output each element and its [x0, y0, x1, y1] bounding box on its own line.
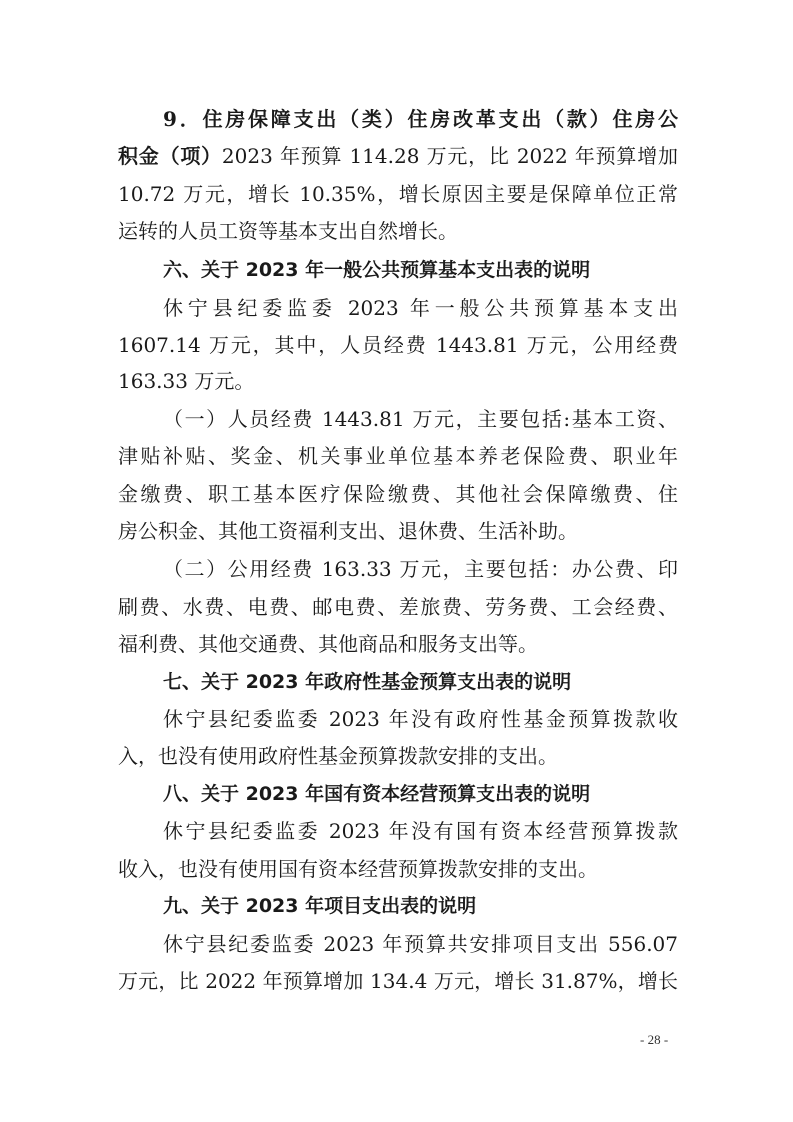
section-heading-8: 八、关于 2023 年国有资本经营预算支出表的说明: [163, 783, 591, 805]
section-heading-9: 九、关于 2023 年项目支出表的说明: [163, 895, 477, 917]
section-7-line-1: 休宁县纪委监委 2023 年没有政府性基金预算拨款收: [163, 707, 678, 731]
paragraph-9-line-1: [163, 106, 678, 132]
section-9-line-1: 休宁县纪委监委 2023 年预算共安排项目支出 556.07: [163, 932, 678, 956]
section-heading-7: 七、关于 2023 年政府性基金预算支出表的说明: [163, 671, 572, 693]
paragraph-9-line-3: 10.72 万元，增长 10.35%，增长原因主要是保障单位正常: [118, 182, 678, 206]
paragraph-9-title-end: 积金（项）: [118, 144, 222, 168]
personnel-expense-line-3: 金缴费、职工基本医疗保险缴费、其他社会保障缴费、住: [118, 482, 678, 506]
personnel-expense-line-2: 津贴补贴、奖金、机关事业单位基本养老保险费、职业年: [118, 444, 678, 468]
section-9-line-2: 万元，比 2022 年预算增加 134.4 万元，增长 31.87%，增长: [118, 969, 678, 993]
section-8-line-1: 休宁县纪委监委 2023 年没有国有资本经营预算拨款: [163, 819, 678, 843]
public-expense-line-3: 福利费、其他交通费、其他商品和服务支出等。: [118, 632, 538, 656]
paragraph-9-line-2: [118, 143, 678, 169]
section-heading-6: 六、关于 2023 年一般公共预算基本支出表的说明: [163, 259, 591, 281]
public-expense-line-2: 刷费、水费、电费、邮电费、差旅费、劳务费、工会经费、: [118, 595, 678, 619]
section-7-line-2: 入，也没有使用政府性基金预算拨款安排的支出。: [118, 744, 558, 768]
page-number: - 28 -: [640, 1032, 669, 1047]
paragraph-9-text: 2023 年预算 114.28 万元，比 2022 年预算增加: [221, 144, 678, 168]
public-expense-line-1: （二）公用经费 163.33 万元，主要包括：办公费、印: [163, 557, 678, 581]
section-6-line-1: 休宁县纪委监委 2023 年一般公共预算基本支出: [163, 296, 678, 320]
paragraph-9-title: 9．住房保障支出（类）住房改革支出（款）住房公: [163, 107, 678, 131]
personnel-expense-line-1: （一）人员经费 1443.81 万元，主要包括:基本工资、: [163, 407, 678, 431]
section-6-line-2: 1607.14 万元，其中，人员经费 1443.81 万元，公用经费: [118, 333, 678, 357]
paragraph-9-line-4: 运转的人员工资等基本支出自然增长。: [118, 219, 458, 243]
section-6-line-3: 163.33 万元。: [118, 369, 255, 393]
personnel-expense-line-4: 房公积金、其他工资福利支出、退休费、生活补助。: [118, 519, 578, 543]
section-8-line-2: 收入，也没有使用国有资本经营预算拨款安排的支出。: [118, 857, 598, 881]
